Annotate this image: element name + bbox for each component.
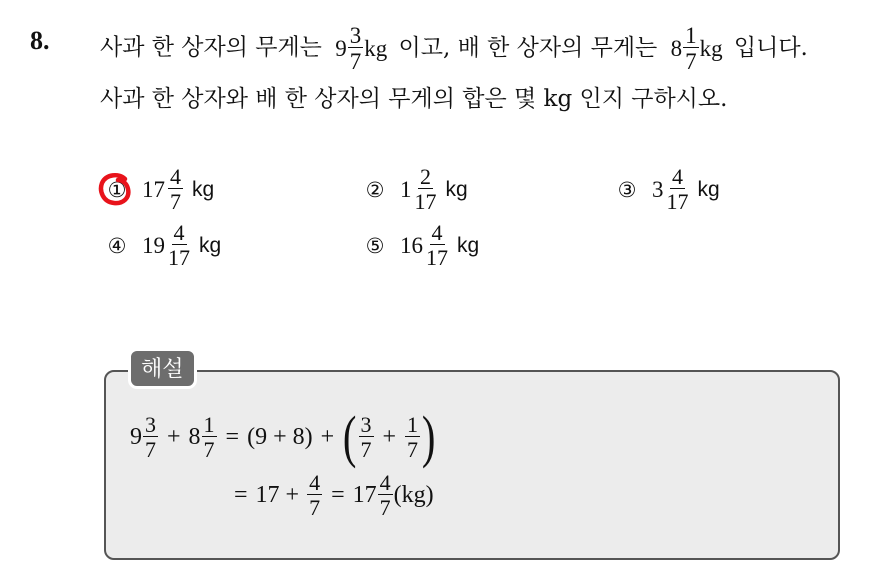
pear-whole: 8	[670, 35, 683, 61]
exp-right-paren: )	[421, 404, 436, 469]
option-4[interactable]	[104, 222, 221, 269]
option-3-numerator: 4	[672, 164, 683, 189]
pear-weight	[671, 24, 723, 73]
option-1-denominator: 7	[170, 189, 181, 214]
pear-unit: kg	[699, 35, 723, 61]
exp-f-fraction	[307, 472, 322, 519]
exp-left-paren: (	[343, 404, 357, 469]
exp-result-whole: 17	[352, 482, 377, 508]
pear-numerator: 1	[685, 23, 697, 48]
question-text-part3: 입니다.	[733, 34, 808, 61]
option-4-unit: kg	[199, 233, 222, 257]
exp-b-numerator: 1	[203, 411, 215, 437]
option-2-fraction	[415, 166, 437, 213]
exp-result-numerator: 4	[379, 470, 391, 495]
option-2-whole: 1	[400, 176, 412, 202]
option-1-numerator: 4	[170, 164, 181, 189]
option-2[interactable]	[362, 166, 468, 213]
exp-f-denominator: 7	[309, 495, 321, 520]
option-3-mark: ③	[617, 177, 637, 202]
option-3-fraction	[667, 166, 689, 213]
exp-b-whole: 8	[188, 423, 201, 450]
option-5-mark: ⑤	[365, 233, 385, 258]
option-4-numerator: 4	[173, 220, 185, 245]
exp-p1-denominator: 7	[360, 436, 372, 462]
option-3[interactable]	[614, 166, 720, 213]
question-number: 8.	[30, 26, 50, 55]
exp-equals-3: =	[331, 482, 345, 508]
exp-equals-1: =	[225, 423, 240, 450]
option-2-numerator: 2	[420, 164, 431, 189]
exp-group: (9 + 8)	[247, 423, 313, 450]
exp-a-denominator: 7	[145, 436, 156, 462]
exp-a-numerator: 3	[145, 411, 156, 437]
option-2-unit: kg	[445, 177, 468, 201]
apple-fraction	[348, 24, 364, 73]
question-line-2: 사과 한 상자와 배 한 상자의 무게의 합은 몇 kg 인지 구하시오.	[100, 86, 728, 112]
option-3-denominator: 17	[666, 189, 689, 214]
exp-result-fraction	[378, 472, 393, 519]
exp-p1-numerator: 3	[360, 411, 372, 437]
question-text-part1: 사과 한 상자의 무게는	[100, 34, 322, 61]
option-5-numerator: 4	[431, 220, 443, 245]
exp-a-whole: 9	[130, 423, 142, 450]
option-4-denominator: 17	[168, 245, 190, 270]
exp-p2-numerator: 1	[407, 411, 419, 437]
exp-p2-denominator: 7	[407, 436, 419, 462]
exp-plus-3: +	[382, 423, 397, 450]
question-text-part2: 이고, 배 한 상자의 무게는	[398, 34, 658, 61]
option-3-unit: kg	[697, 177, 720, 201]
exp-result-denominator: 7	[379, 495, 391, 520]
exp-plus-1: +	[167, 423, 181, 450]
option-1-fraction	[168, 166, 183, 213]
option-1-mark: ①	[107, 177, 127, 202]
option-5-fraction	[426, 222, 448, 269]
option-3-whole: 3	[652, 176, 664, 202]
exp-equals-2: =	[234, 482, 248, 508]
option-2-denominator: 17	[414, 189, 437, 214]
explanation-line-1	[130, 404, 436, 469]
selection-circle-mark	[98, 171, 134, 207]
option-1-whole: 17	[142, 176, 165, 202]
option-4-whole: 19	[142, 232, 165, 258]
explanation-tag: 해설	[128, 348, 197, 389]
exp-p2-fraction	[405, 411, 420, 462]
option-5[interactable]	[362, 222, 479, 269]
option-4-mark: ④	[107, 233, 127, 258]
exp-p1-fraction	[359, 411, 374, 462]
exp-f-numerator: 4	[309, 470, 321, 495]
exp-plus-2: +	[320, 423, 335, 450]
apple-unit: kg	[364, 35, 388, 61]
exp-a-fraction	[143, 411, 158, 462]
question-line-1	[100, 24, 808, 73]
option-5-unit: kg	[457, 233, 480, 257]
exp-result-unit: (kg)	[393, 482, 434, 508]
option-4-fraction	[168, 222, 190, 269]
exp-b-fraction	[202, 411, 217, 462]
explanation-line-2	[234, 472, 434, 519]
exp-b-denominator: 7	[203, 436, 215, 462]
option-5-whole: 16	[400, 232, 423, 258]
pear-denominator: 7	[685, 49, 697, 74]
pear-fraction	[683, 24, 699, 73]
option-2-mark: ②	[365, 177, 385, 202]
apple-denominator: 7	[349, 49, 362, 74]
apple-whole: 9	[335, 35, 347, 61]
selection-circle-stroke	[101, 175, 128, 203]
apple-numerator: 3	[349, 23, 362, 48]
option-5-denominator: 17	[426, 245, 448, 270]
apple-weight	[335, 24, 387, 73]
option-1-unit: kg	[192, 177, 215, 201]
exp-term: 17 +	[255, 482, 300, 508]
